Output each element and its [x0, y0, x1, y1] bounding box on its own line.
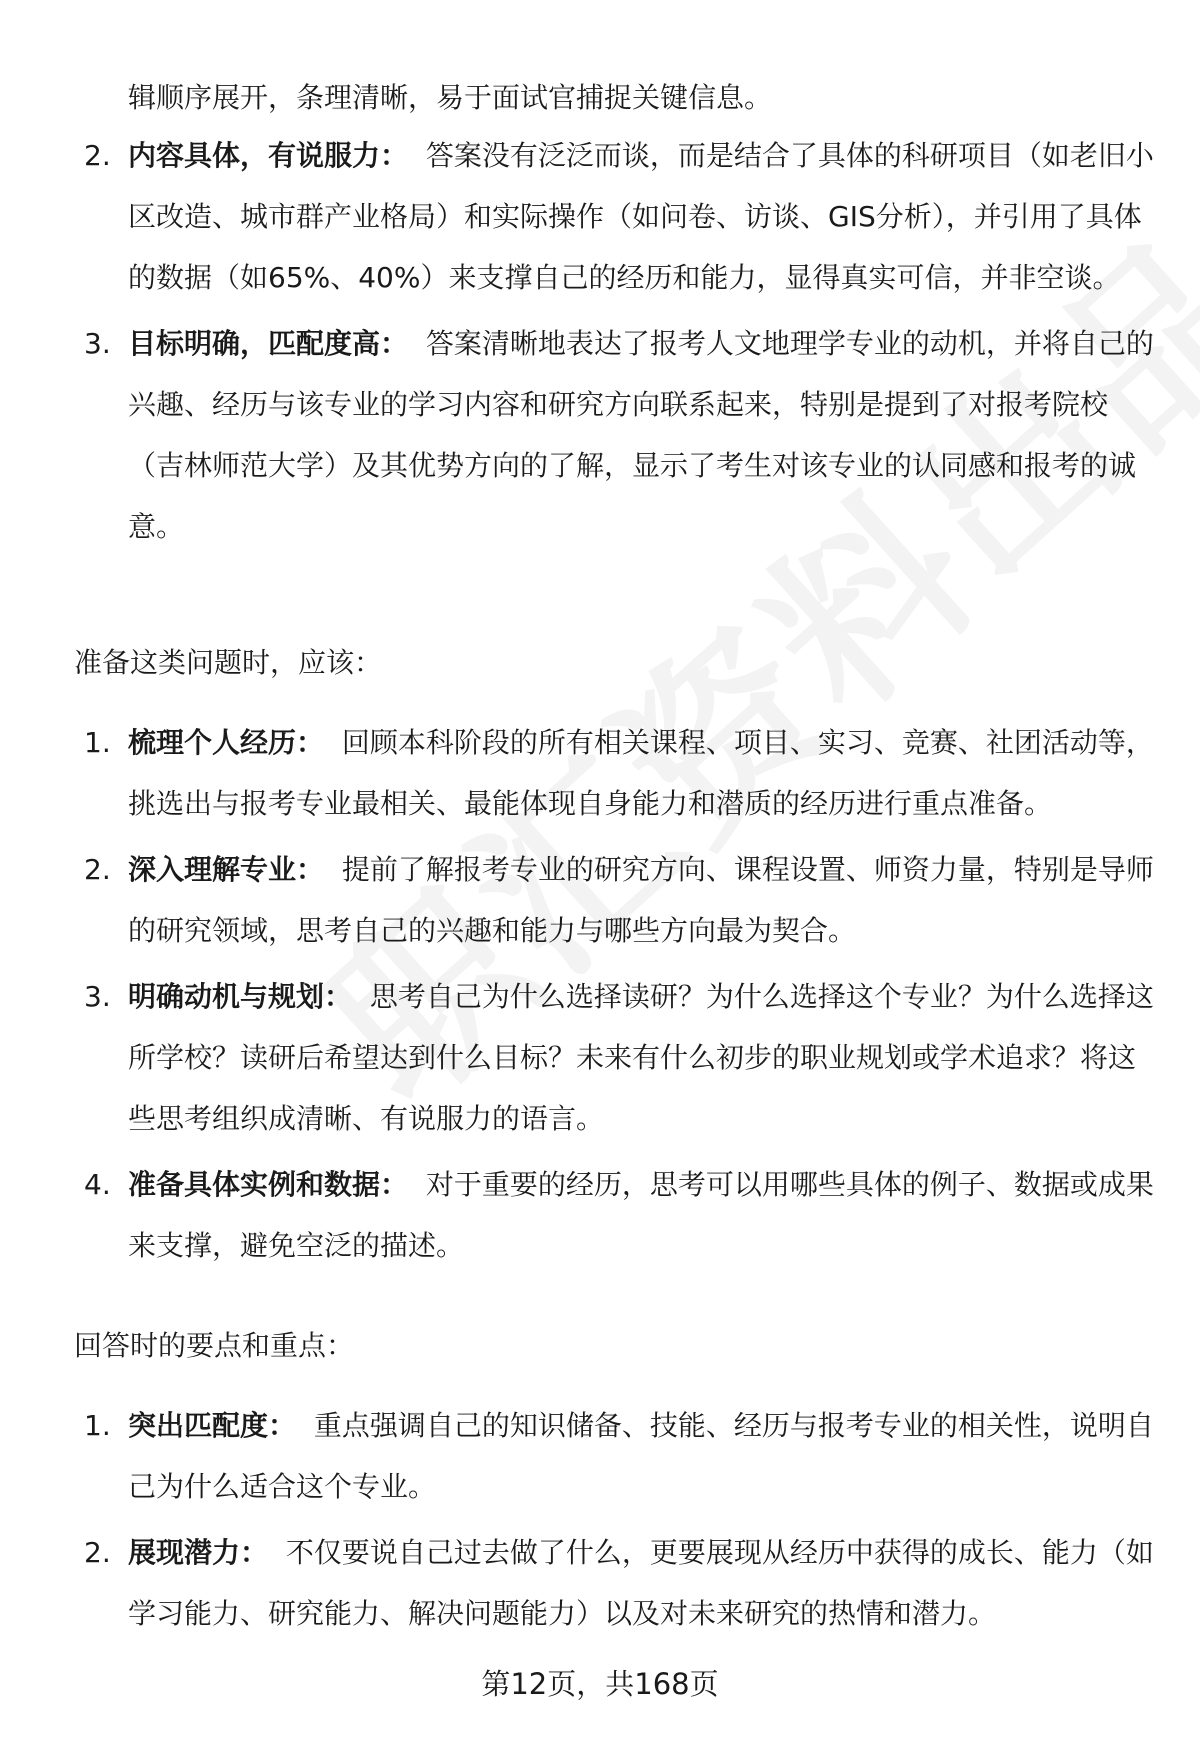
list-item: [0, 839, 1158, 961]
preparation-list: [0, 712, 1200, 1281]
item-title: 深入理解专业：: [128, 853, 325, 886]
item-number: 2.: [84, 1536, 111, 1569]
item-body: 重点强调自己的知识储备、技能、经历与报考专业的相关性，说明自己为什么适合这个专业。: [128, 1409, 1154, 1503]
continuation-text: 辑顺序展开，条理清晰，易于面试官捕捉关键信息。: [128, 81, 773, 114]
list-item: [0, 313, 1158, 557]
item-number: 2.: [84, 139, 111, 172]
item-body: 提前了解报考专业的研究方向、课程设置、师资力量，特别是导师的研究领域，思考自己的兴趣和能力与哪些方向最为契合。: [128, 853, 1154, 947]
item-number: 4.: [84, 1168, 111, 1201]
section-heading: 回答时的要点和重点：: [74, 1329, 355, 1362]
item-body: 不仅要说自己过去做了什么，更要展现从经历中获得的成长、能力（如学习能力、研究能力、解决问题能力）以及对未来研究的热情和潜力。: [128, 1536, 1154, 1630]
item-number: 2.: [84, 853, 111, 886]
list-item: [0, 712, 1158, 834]
list-item: [0, 1395, 1158, 1517]
item-title: 展现潜力：: [128, 1536, 269, 1569]
item-number: 1.: [84, 726, 111, 759]
item-title: 明确动机与规划：: [128, 980, 353, 1013]
list-item: [0, 125, 1158, 308]
item-body: 答案没有泛泛而谈，而是结合了具体的科研项目（如老旧小区改造、城市群产业格局）和实际操作（如问卷、访谈、GIS分析），并引用了具体的数据（如65%、40%）来支撑自己的经历和能力，显得真实可信，并非空谈。: [128, 139, 1154, 294]
item-body: 对于重要的经历，思考可以用哪些具体的例子、数据或成果来支撑，避免空泛的描述。: [128, 1168, 1154, 1262]
item-body: 回顾本科阶段的所有相关课程、项目、实习、竞赛、社团活动等，挑选出与报考专业最相关、最能体现自身能力和潜质的经历进行重点准备。: [128, 726, 1154, 820]
item-body: 答案清晰地表达了报考人文地理学专业的动机，并将自己的兴趣、经历与该专业的学习内容和研究方向联系起来，特别是提到了对报考院校（吉林师范大学）及其优势方向的了解，显示了考生对该专业的认同感和报考的诚意。: [128, 327, 1154, 543]
item-number: 1.: [84, 1409, 111, 1442]
list-item: [0, 1522, 1158, 1644]
list-item: [0, 1154, 1158, 1276]
list-item: [0, 966, 1158, 1149]
item-title: 目标明确，匹配度高：: [128, 327, 409, 360]
item-body: 思考自己为什么选择读研？为什么选择这个专业？为什么选择这所学校？读研后希望达到什么目标？未来有什么初步的职业规划或学术追求？将这些思考组织成清晰、有说服力的语言。: [128, 980, 1154, 1135]
item-title: 突出匹配度：: [128, 1409, 297, 1442]
section-heading: 准备这类问题时，应该：: [74, 646, 383, 679]
page-footer: 第12页，共168页: [481, 1667, 719, 1701]
answer-points-list: [0, 1395, 1200, 1649]
item-title: 梳理个人经历：: [128, 726, 325, 759]
item-number: 3.: [84, 980, 111, 1013]
item-number: 3.: [84, 327, 111, 360]
item-title: 内容具体，有说服力：: [128, 139, 409, 172]
strengths-list: [0, 125, 1200, 562]
item-title: 准备具体实例和数据：: [128, 1168, 409, 1201]
